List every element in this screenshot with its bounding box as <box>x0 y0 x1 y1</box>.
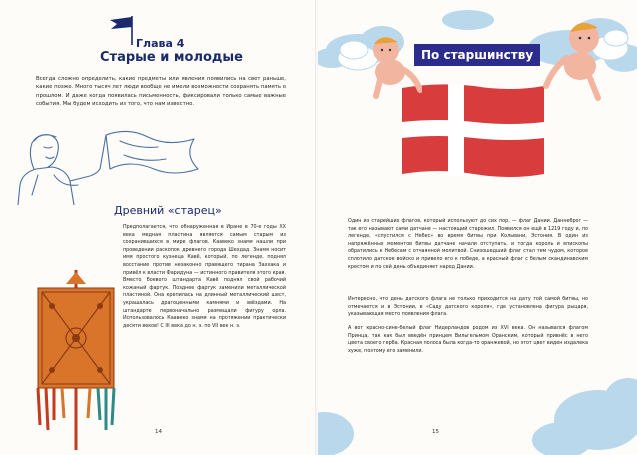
chapter-label: Глава 4 <box>136 37 185 50</box>
kaveh-illustration <box>8 125 208 205</box>
page-number: 14 <box>155 429 162 435</box>
right-page <box>318 0 637 455</box>
left-page <box>0 0 316 455</box>
cupid-icon <box>540 8 630 108</box>
body-paragraph-3: А вот красно-сине-белый флаг Нидерландов родом из XVI века. Он назывался флагом Принца, так как был введён принцем Вильгельмом Оранским, который привнёс в него цвета своего герба. Красная полоса была когда-то оранжевой, но этот цвет виден издалека хуже, поэтому его заменили. <box>348 325 588 354</box>
page-number: 15 <box>432 429 439 435</box>
derafsh-kaviani-banner <box>28 270 124 450</box>
pennant-flag-icon <box>108 14 136 46</box>
cupid-icon <box>336 28 422 100</box>
section-paragraph: Предполагается, что обнаруженная в Иране в 70-е годы XX века медная пластина является самым старым из сохранившихся в мире флагов. Каавеко знамя нашли при проведении раскопок древнего города Шехдад. Знамя носит имя простого кузнеца Кавё, который, по легенде, поднял восстание против незаконно правящего тирана Заххака и привёл к власти Фаридуна — истинного правителя этого края. Вместо боевого штандарта Кавё поднял свой рабочий кожаный фартук. Позднее фартук заменили металлической пластиной. Она крепилась на длинный металлический шест, украшалась драгоценными камнями и звёздами. На штандарте первоначально размещали фигуру орла. Использовалось Каавеко знамя на протяжении практически десяти веков! С III века до н. э. по VII век н. э. <box>123 224 286 329</box>
body-paragraph-1: Один из старейших флагов, который используют до сих пор, — флаг Дании. Даннеброг — так его называют сами датчане — настоящий старожил. Появился он ещё в 1219 году и, по легенде, «спустился с Небес» во время битвы при Кольвани, Эстония. В один из напряжённых моментов битвы датчане начали отступать, и тогда король и епископы обратились к Небесам с отчаянной молитвой. Снизошедший флаг стал тем чудом, которое сплотило датское войско и привело его к победе, а красный флаг с белым скандинавским крестом и по сей день объединяет народ Дании. <box>348 218 588 270</box>
chapter-title: Старые и молодые <box>100 50 243 65</box>
body-paragraph-2: Интересно, что день датского флага не только приходится на дату той самой битвы, но отмечается и в Эстонии, в «Саду датского короля», где установлена фигура рыцаря, указывающая место появления флага. <box>348 296 588 318</box>
section-title: Древний «старец» <box>114 204 222 217</box>
clouds-bottom <box>318 370 637 455</box>
intro-paragraph: Всегда сложно определить, какие предметы или явления появились на свет раньше, какие позже. Много тысяч лет люди вообще не имели возможности сохранять память о прошлом. И даже когда появилась письменность, фиксировали только самые важные события. Мы будем исходить из того, что нам известно. <box>36 76 286 108</box>
banner-title: По старшинству <box>414 44 540 66</box>
